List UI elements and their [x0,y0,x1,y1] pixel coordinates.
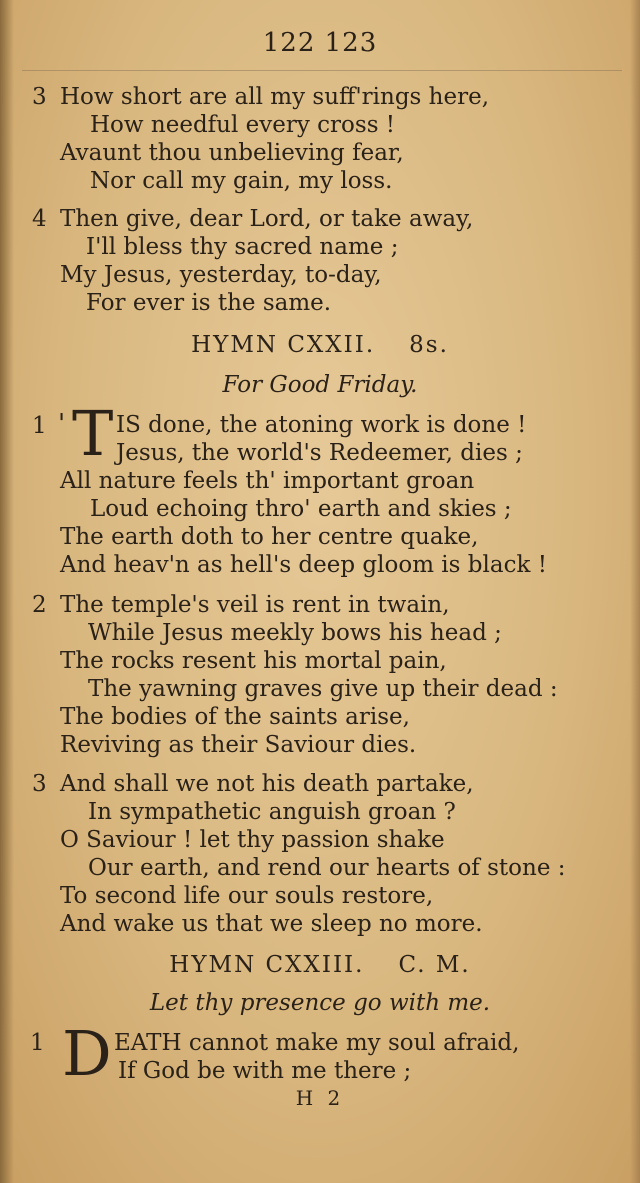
verse-line: How short are all my suff'rings here, [60,84,490,110]
verse-line: Avaunt thou unbelieving fear, [60,140,404,166]
verse-line: Reviving as their Saviour dies. [60,732,417,758]
verse-line: EATH cannot make my soul afraid, [114,1030,520,1056]
verse-line: If God be with me there ; [118,1058,412,1084]
drop-cap: D [62,1017,112,1090]
verse-line: All nature feels th' important groan [60,468,475,494]
stanza-number: 4 [32,206,47,232]
stanza-number: 2 [32,592,47,618]
verse-line: While Jesus meekly bows his head ; [88,620,502,646]
verse-line: The rocks resent his mortal pain, [60,648,447,674]
verse-line: And heav'n as hell's deep gloom is black ! [60,552,547,578]
stanza-number: 1 [32,413,47,439]
hymn-title [0,952,640,978]
drop-cap: T [72,397,114,470]
verse-line: And shall we not his death partake, [60,771,474,797]
hymn-number: HYMN CXXIII. [169,952,365,978]
signature-mark: H 2 [295,1086,345,1110]
verse-line: Then give, dear Lord, or take away, [60,206,474,232]
verse-line: The earth doth to her centre quake, [60,524,479,550]
verse-line: Loud echoing thro' earth and skies ; [90,496,512,522]
verse-line: My Jesus, yesterday, to-day, [60,262,382,288]
hymn-meter: C. M. [398,952,471,978]
verse-line: And wake us that we sleep no more. [60,911,483,937]
hymn-subtitle: For Good Friday. [222,372,418,398]
verse-line: Our earth, and rend our hearts of stone : [88,855,566,881]
verse-line: The bodies of the saints arise, [60,704,410,730]
verse-line: The yawning graves give up their dead : [88,676,558,702]
page-number-header: 122 123 [262,28,378,58]
opening-apostrophe: ' [58,409,66,439]
verse-line: The temple's veil is rent in twain, [60,592,450,618]
stanza-number: 3 [32,771,47,797]
hymn-title [0,332,640,358]
verse-line: Nor call my gain, my loss. [90,168,393,194]
verse-line: In sympathetic anguish groan ? [88,799,456,825]
verse-line: O Saviour ! let thy passion shake [60,827,445,853]
verse-line: IS done, the atoning work is done ! [116,412,527,438]
hymn-meter: 8s. [409,332,449,358]
verse-line: I'll bless thy sacred name ; [86,234,399,260]
header-rule [22,70,622,71]
verse-line: Jesus, the world's Redeemer, dies ; [116,440,523,466]
verse-line: For ever is the same. [86,290,332,316]
hymn-number: HYMN CXXII. [191,332,376,358]
verse-line: To second life our souls restore, [60,883,434,909]
hymn-subtitle: Let thy presence go with me. [149,990,491,1016]
stanza-number: 3 [32,84,47,110]
stanza-number: 1 [30,1030,45,1056]
verse-line: How needful every cross ! [90,112,396,138]
